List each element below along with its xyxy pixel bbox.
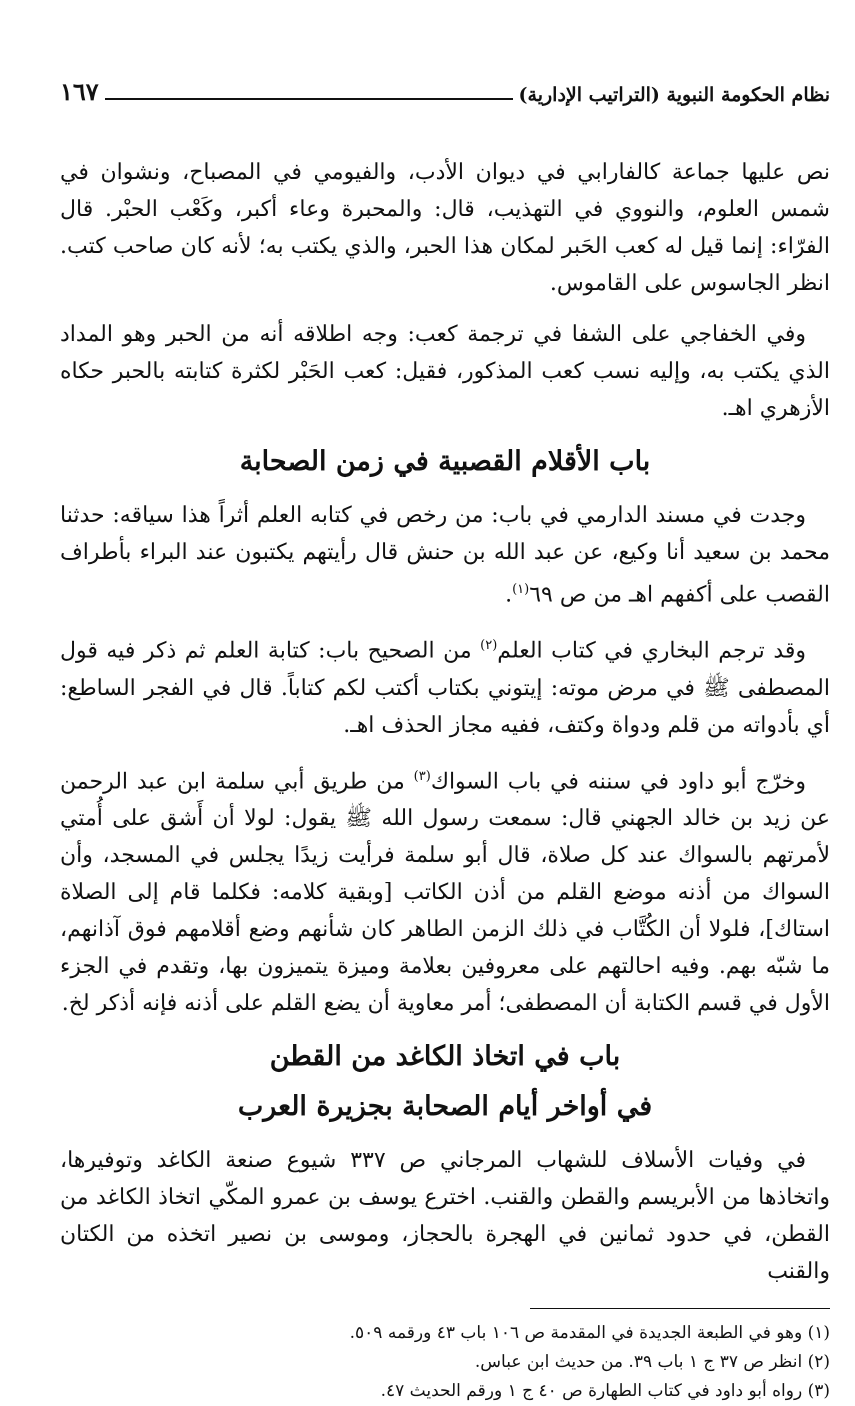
paragraph-1: نص عليها جماعة كالفارابي في ديوان الأدب، والفيومي في المصباح، ونشوان في شمس العلوم، والنووي في التهذيب، قال: والمحبرة وعاء أكبر، وكَعْب الحبْر. قال الفرّاء: إنما قيل له كعب الحَبر لمكان هذا الحبر، والذي يكتب به؛ لأنه كان صاحب كتب. انظر الجاسوس على القاموس. [60, 160, 830, 296]
footnote-ref-3[interactable]: (٣) [413, 768, 431, 784]
section-heading-reed-pens: باب الأقلام القصبية في زمن الصحابة [239, 446, 651, 477]
paragraph-5 [60, 758, 830, 1022]
page-header [60, 70, 830, 106]
paragraph-5-text-b: من طريق أبي سلمة ابن عبد الرحمن عن زيد بن خالد الجهني قال: سمعت رسول الله ﷺ يقول: لولا أن أَشق على أُمتي لأمرتهم بالسواك عند كل صلاة، قال أبو سلمة فرأيت زيدًا يجلس في المسجد، وأن السواك من أذنه موضع القلم من أذن الكاتب [وبقية كلامه: فكلما قام إلى الصلاة استاك]، فلولا أن الكُتَّاب في ذلك الزمن الطاهر كان شأنهم وضع أقلامهم فوق آذانهم، ما شبّه بهم. وفيه احالتهم على معروفين بعلامة وميزة يتميزون بها، وتقدم في الجزء الأول في قسم الكتابة أن المصطفى؛ أمر معاوية أن يضع القلم على أذنه فإنه أذكر لخ. [60, 768, 830, 1016]
footnote-ref-1[interactable]: (١) [512, 582, 530, 597]
paragraph-6: في وفيات الأسلاف للشهاب المرجاني ص ٣٣٧ شيوع صنعة الكاغد وتوفيرها، واتخاذها من الأبريسم والقطن والقنب. اخترع يوسف بن عمرو المكّي اتخاذ الكاغد من القطن، في حدود ثمانين في الهجرة بالحجاز، وموسى بن نصير اتخذه من الكتان والقنب [60, 1147, 830, 1284]
paragraph-2: وفي الخفاجي على الشفا في ترجمة كعب: وجه اطلاقه أنه من الحبر وهو المداد الذي يكتب به، وإليه نسب كعب المذكور، فقيل: كعب الحَبْر لكثرة كتابته بالحبر حكاه الأزهري اهـ. [60, 322, 830, 421]
footnote-1: (١) وهو في الطبعة الجديدة في المقدمة ص ١٠٦ باب ٤٣ ورقمه ٥٠٩. [349, 1322, 830, 1343]
footnote-2: (٢) انظر ص ٣٧ ج ١ باب ٣٩. من حديث ابن عباس. [474, 1351, 830, 1372]
book-page [60, 70, 830, 1406]
footnote-3: (٣) رواه أبو داود في كتاب الطهارة ص ٤٠ ج ١ ورقم الحديث ٤٧. [380, 1380, 830, 1401]
paragraph-4-text-a: وقد ترجم البخاري في كتاب العلم [497, 638, 807, 664]
running-title: نظام الحكومة النبوية (التراتيب الإدارية) [518, 84, 830, 106]
paragraph-3 [60, 497, 830, 613]
section-heading-paper-line-2: في أواخر أيام الصحابة بجزيرة العرب [237, 1090, 653, 1122]
paragraph-4 [60, 627, 830, 743]
page-number: ١٦٧ [60, 77, 99, 106]
footnote-ref-2[interactable]: (٢) [480, 638, 498, 654]
paragraph-3-end: . [505, 582, 513, 608]
paragraph-5-text-a: وخرّج أبو داود في سننه في باب السواك [430, 768, 806, 794]
paragraph-4-text-b: من الصحيح باب: كتابة العلم ثم ذكر فيه قول المصطفى ﷺ في مرض موته: إيتوني بكتاب أكتب لكم كتاباً. قال في الفجر الساطع: أي بأدواته من قلم ودواة وكتف، ففيه مجاز الحذف اهـ. [60, 638, 830, 738]
paragraph-3-text: وجدت في مسند الدارمي في باب: من رخص في كتابه العلم أثراً هذا سياقه: حدثنا محمد بن سعيد أنا وكيع، عن عبد الله بن حنش قال رأيتهم يكتبون عند البراء بأطراف القصب على أكفهم اهـ من ص ٦٩ [60, 503, 830, 608]
header-rule [105, 98, 513, 100]
footnote-divider [530, 1308, 830, 1309]
section-heading-paper-line-1: باب في اتخاذ الكاغد من القطن [269, 1040, 621, 1072]
